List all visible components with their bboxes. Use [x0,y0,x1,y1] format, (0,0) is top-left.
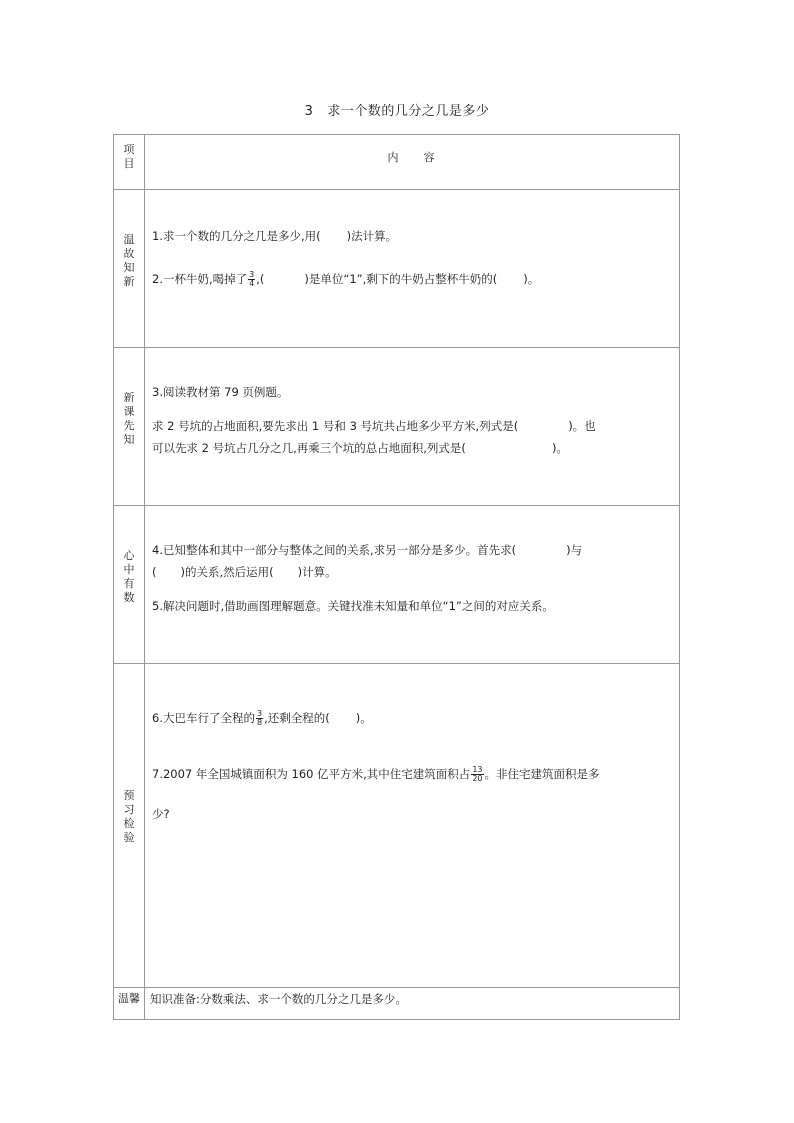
row-divider [114,347,679,348]
question-3-line-1: 求 2 号坑的占地面积,要先求出 1 号和 3 号坑共占地多少平方米,列式是( )。也 [152,419,596,433]
question-6: 6.大巴车行了全程的 $\frac{3}{8}$ ,还剩全程的( )。 [152,709,372,727]
section-label-check: 预习检验 [123,789,135,844]
lesson-number: 3 [304,104,314,119]
tip-text: 知识准备:分数乘法、求一个数的几分之几是多少。 [150,992,407,1006]
fraction: $\frac{13}{20}$ [472,765,483,783]
section-label-summary: 心中有数 [123,549,135,604]
question-5: 5.解决问题时,借助画图理解题意。关键找准未知量和单位“1”之间的对应关系。 [152,599,554,613]
row-divider [114,505,679,506]
header-item-label: 项目 [123,143,135,170]
header-content-label: 内 容 [387,151,436,164]
section-label-preview: 新课先知 [123,391,135,446]
row-divider [114,189,679,190]
lesson-title: 求一个数的几分之几是多少 [327,104,490,119]
row-divider [114,987,679,988]
question-1: 1.求一个数的几分之几是多少,用( )法计算。 [152,229,398,243]
question-7-line-1: 7.2007 年全国城镇面积为 160 亿平方米,其中住宅建筑面积占 $\frac{13}{20}$ 。非住宅建筑面积是多 [152,765,600,783]
question-3-line-2: 可以先求 2 号坑占几分之几,再乘三个坑的总占地面积,列式是( )。 [152,441,568,455]
question-7-line-2: 少? [152,807,170,821]
fraction: $\frac{3}{4}$ [249,270,255,288]
fraction: $\frac{3}{8}$ [256,709,263,727]
tip-label: 温馨 [118,992,140,1005]
question-4-line-1: 4.已知整体和其中一部分与整体之间的关系,求另一部分是多少。首先求( )与 [152,543,583,557]
question-3-title: 3.阅读教材第 79 页例题。 [152,385,289,399]
section-label-review: 温故知新 [123,233,135,288]
question-2: 2.一杯牛奶,喝掉了 $\frac{3}{4}$ ,( )是单位“1”,剩下的牛奶占整杯牛奶的( )。 [152,270,540,288]
row-divider [114,663,679,664]
question-4-line-2: ( )的关系,然后运用( )计算。 [152,565,337,579]
column-divider [144,135,145,1019]
worksheet-title [0,100,794,119]
worksheet-table [113,134,680,1020]
